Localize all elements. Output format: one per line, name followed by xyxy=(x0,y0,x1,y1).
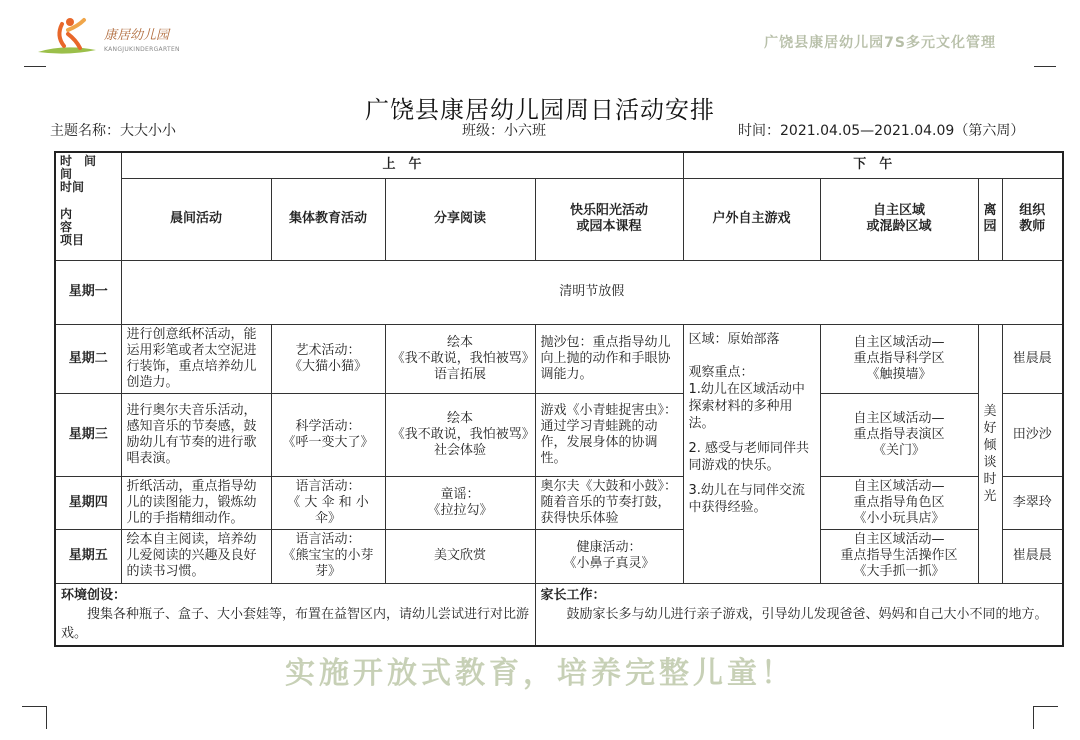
fri-morning: 绘本自主阅读，培养幼儿爱阅读的兴趣及良好的读书习惯。 xyxy=(121,529,271,583)
thu-share: 童谣： 《拉拉勾》 xyxy=(385,476,535,529)
tue-area: 自主区域活动— 重点指导科学区 《触摸墙》 xyxy=(820,324,978,393)
day-friday: 星期五 xyxy=(55,529,121,583)
theme-name: 主题名称：大大小小 xyxy=(50,123,176,139)
leave-time-cell xyxy=(978,324,1002,583)
col-leave: 离 园 xyxy=(978,178,1002,260)
thu-group: 语言活动： 《 大 伞 和 小 伞》 xyxy=(271,476,385,529)
schedule-table xyxy=(54,151,1064,647)
col-area-activity: 自主区域 或混龄区域 xyxy=(820,178,978,260)
wed-morning: 进行奥尔夫音乐活动，感知音乐的节奏感，鼓励幼儿有节奏的进行歌唱表演。 xyxy=(121,393,271,476)
holiday-cell: 清明节放假 xyxy=(121,260,1063,324)
day-thursday: 星期四 xyxy=(55,476,121,529)
tue-teacher: 崔晨晨 xyxy=(1002,324,1063,393)
class-name: 班级：小六班 xyxy=(462,123,546,139)
environment-title: 环境创设： xyxy=(61,587,127,603)
wed-sunshine: 游戏《小青蛙捉害虫》：通过学习青蛙跳的动作，发展身体的协调性。 xyxy=(535,393,683,476)
tue-group: 艺术活动： 《大猫小猫》 xyxy=(271,324,385,393)
thu-area: 自主区域活动— 重点指导角色区 《小小玩具店》 xyxy=(820,476,978,529)
crop-mark-top-left xyxy=(24,66,46,67)
leave-time-text: 美好倾谈时光 xyxy=(983,403,997,504)
header-slogan: 广饶县康居幼儿园7S多元文化管理 xyxy=(764,35,996,51)
tue-share: 绘本 《我不敢说，我怕被骂》语言拓展 xyxy=(385,324,535,393)
logo-subtext: KANGJUKINDERGARTEN xyxy=(104,46,180,53)
crop-mark-bottom-right xyxy=(1033,706,1058,729)
col-group-education: 集体教育活动 xyxy=(271,178,385,260)
fri-area: 自主区域活动— 重点指导生活操作区 《大手抓一抓》 xyxy=(820,529,978,583)
tue-sunshine: 抛沙包：重点指导幼儿向上抛的动作和手眼协调能力。 xyxy=(535,324,683,393)
wed-area: 自主区域活动— 重点指导表演区 《关门》 xyxy=(820,393,978,476)
environment-setup xyxy=(55,583,535,646)
col-morning-activity: 晨间活动 xyxy=(121,178,271,260)
page-title: 广饶县康居幼儿园周日活动安排 xyxy=(365,96,715,124)
day-wednesday: 星期三 xyxy=(55,393,121,476)
environment-text: 搜集各种瓶子、盒子、大小套娃等，布置在益智区内，请幼儿尝试进行对比游戏。 xyxy=(61,606,530,641)
kindergarten-logo xyxy=(34,16,184,62)
thu-morning: 折纸活动，重点指导幼儿的读图能力，锻炼幼儿的手指精细动作。 xyxy=(121,476,271,529)
logo-text: 康居幼儿园 xyxy=(104,28,170,43)
thu-sunshine: 奥尔夫《大鼓和小鼓》：随着音乐的节奏打鼓，获得快乐体验 xyxy=(535,476,683,529)
col-sunshine-activity: 快乐阳光活动 或园本课程 xyxy=(535,178,683,260)
thu-teacher: 李翠玲 xyxy=(1002,476,1063,529)
corner-header-cell: 时 间 间 时间 内 容 项目 xyxy=(55,152,121,260)
logo-figure-icon xyxy=(34,16,104,62)
parent-work xyxy=(535,583,1063,646)
col-outdoor-game: 户外自主游戏 xyxy=(683,178,820,260)
crop-mark-top-right xyxy=(1034,66,1056,67)
fri-teacher: 崔晨晨 xyxy=(1002,529,1063,583)
fri-share: 美文欣赏 xyxy=(385,529,535,583)
outdoor-game-cell: 区域：原始部落 观察重点： 1.幼儿在区域活动中探索材料的多种用法。 2. 感受与老师同伴共同游戏的快乐。 3.幼儿在与同伴交流中获得经验。 xyxy=(683,324,820,583)
wed-share: 绘本 《我不敢说，我怕被骂》社会体验 xyxy=(385,393,535,476)
wed-group: 科学活动： 《呼一变大了》 xyxy=(271,393,385,476)
parent-work-title: 家长工作： xyxy=(540,587,606,603)
day-tuesday: 星期二 xyxy=(55,324,121,393)
fri-sunshine: 健康活动： 《小鼻子真灵》 xyxy=(535,529,683,583)
date-range: 时间：2021.04.05—2021.04.09（第六周） xyxy=(738,123,1025,139)
afternoon-header: 下 午 xyxy=(683,152,1063,178)
morning-header: 上 午 xyxy=(121,152,683,178)
fri-group: 语言活动： 《熊宝宝的小芽芽》 xyxy=(271,529,385,583)
footer-slogan: 实施开放式教育，培养完整儿童！ xyxy=(285,656,795,691)
parent-work-text: 鼓励家长多与幼儿进行亲子游戏，引导幼儿发现爸爸、妈妈和自己大小不同的地方。 xyxy=(566,606,1048,622)
crop-mark-bottom-left xyxy=(22,706,47,729)
col-shared-reading: 分享阅读 xyxy=(385,178,535,260)
day-monday: 星期一 xyxy=(55,260,121,324)
tue-morning: 进行创意纸杯活动，能运用彩笔或者太空泥进行装饰，重点培养幼儿创造力。 xyxy=(121,324,271,393)
wed-teacher: 田沙沙 xyxy=(1002,393,1063,476)
col-teacher: 组织 教师 xyxy=(1002,178,1063,260)
